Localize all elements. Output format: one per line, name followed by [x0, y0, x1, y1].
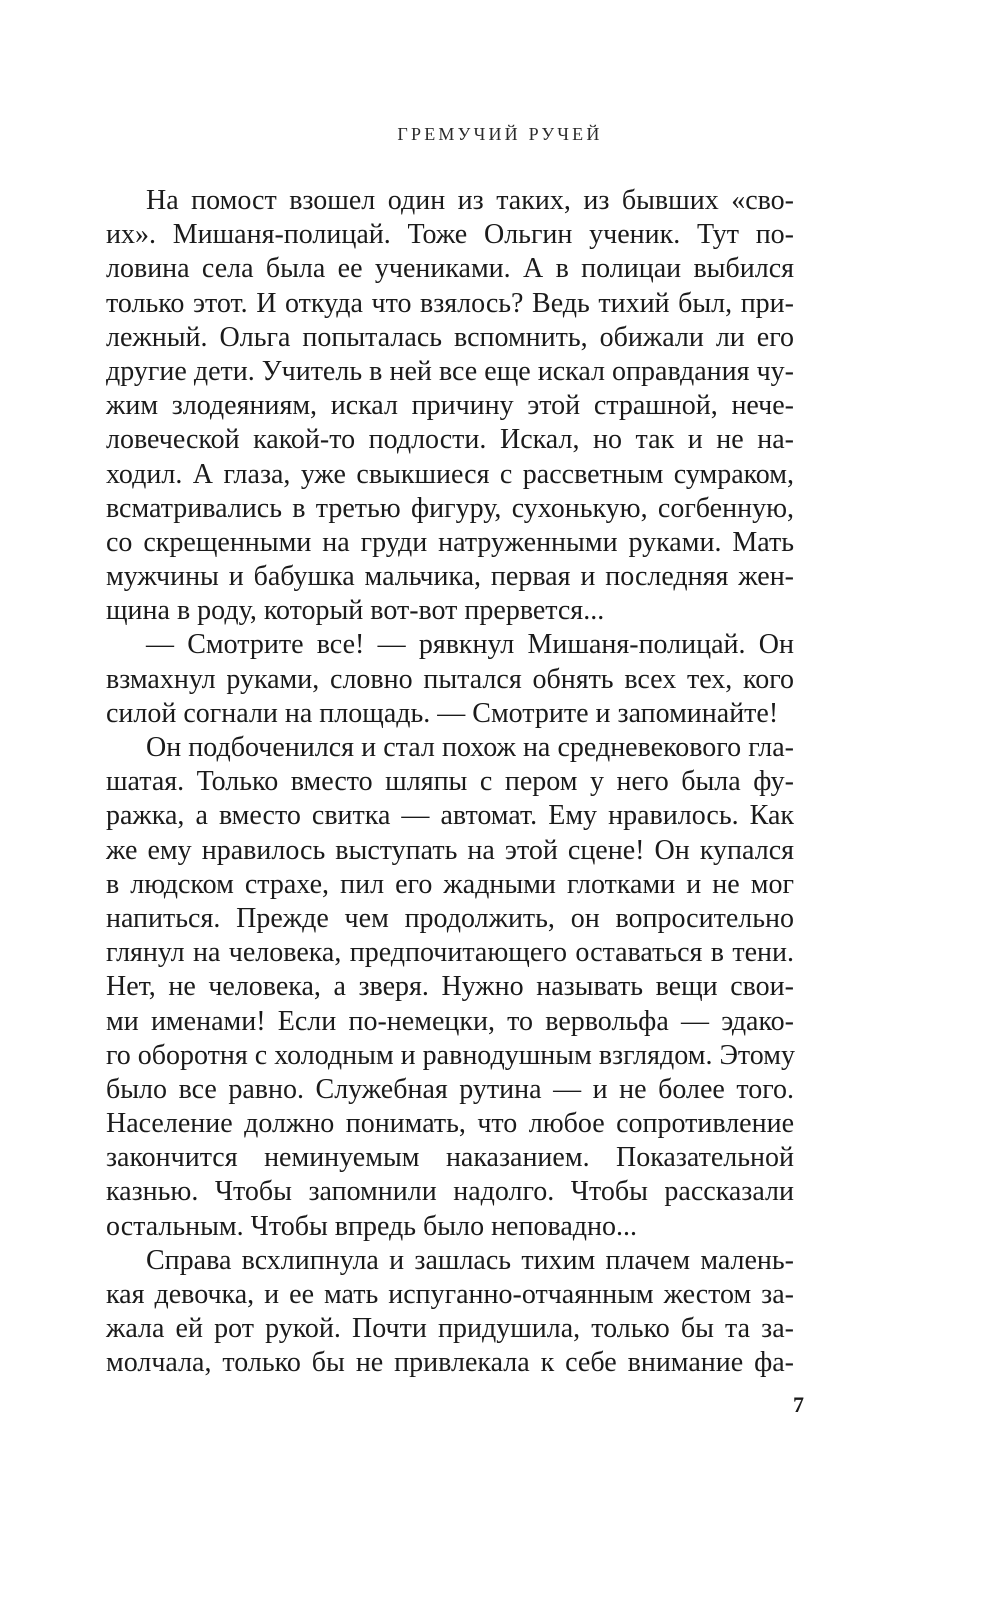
text-line: шатая. Только вместо шляпы с пером у него была фу- [106, 766, 794, 798]
text-line: кая девочка, и ее мать испуганно-отчаянным жестом за- [106, 1279, 794, 1310]
text-line: щина в роду, который вот-вот прервется... [106, 595, 605, 627]
running-head: ГРЕМУЧИЙ РУЧЕЙ [397, 124, 603, 144]
text-line: же ему нравилось выступать на этой сцене! Он купался [106, 834, 794, 866]
text-line: силой согнали на площадь. — Смотрите и запоминайте! [106, 697, 779, 729]
text-line: казнью. Чтобы запомнили надолго. Чтобы рассказали [106, 1176, 794, 1208]
paragraph [106, 1244, 794, 1381]
text-line: жала ей рот рукой. Почти придушила, только бы та за- [106, 1313, 794, 1345]
text-line: Он подбоченился и стал похож на средневекового гла- [146, 732, 794, 763]
text-line: в людском страхе, пил его жадными глотками и не мог [106, 868, 794, 900]
text-line: ходил. А глаза, уже свыкшиеся с рассветным сумраком, [106, 458, 794, 490]
text-line: — Смотрите все! — рявкнул Мишаня-полицай. Он [146, 629, 794, 661]
text-line: ми именами! Если по-немецки, то вервольфа — эдако- [106, 1005, 794, 1037]
text-line: их». Мишаня-полицай. Тоже Ольгин ученик. Тут по- [106, 219, 794, 251]
text-line: молчала, только бы не привлекала к себе внимание фа- [106, 1347, 794, 1379]
paragraph [106, 731, 794, 1244]
text-line: закончится неминуемым наказанием. Показательной [106, 1142, 794, 1174]
text-line: Население должно понимать, что любое сопротивление [106, 1108, 794, 1140]
text-line: мужчины и бабушка мальчика, первая и последняя жен- [106, 561, 794, 593]
text-line: всматривались в третью фигуру, сухонькую, согбенную, [106, 492, 794, 524]
text-line: Справа всхлипнула и зашлась тихим плачем малень- [146, 1244, 794, 1276]
text-line: только этот. И откуда что взялось? Ведь тихий был, при- [106, 287, 794, 319]
text-line: лежный. Ольга попыталась вспомнить, обижали ли его [106, 321, 794, 353]
text-line: было все равно. Служебная рутина — и не более того. [106, 1073, 794, 1105]
text-line: ловеческой какой-то подлости. Искал, но так и не на- [106, 424, 794, 456]
text-line: го оборотня с холодным и равнодушным взглядом. Этому [106, 1039, 795, 1071]
text-line: Нет, не человека, а зверя. Нужно называть вещи свои- [106, 971, 794, 1003]
paragraph [106, 184, 794, 628]
text-line: ражка, а вместо свитка — автомат. Ему нравилось. Как [106, 800, 794, 832]
text-line: другие дети. Учитель в ней все еще искал оправдания чу- [106, 355, 794, 387]
text-line: напиться. Прежде чем продолжить, он вопросительно [106, 902, 794, 934]
body-text [106, 184, 794, 1381]
text-line: жим злодеяниям, искал причину этой страшной, нече- [106, 390, 794, 422]
text-line: взмахнул руками, словно пытался обнять всех тех, кого [106, 663, 794, 695]
text-line: остальным. Чтобы впредь было неповадно... [106, 1210, 637, 1242]
page-number: 7 [793, 1392, 804, 1417]
paragraph [106, 628, 794, 731]
text-line: глянул на человека, предпочитающего оставаться в тени. [106, 937, 794, 969]
text-line: со скрещенными на груди натруженными руками. Мать [106, 526, 794, 558]
text-line: На помост взошел один из таких, из бывших «сво- [146, 185, 794, 216]
text-line: ловина села была ее учениками. А в полицаи выбился [106, 253, 794, 285]
